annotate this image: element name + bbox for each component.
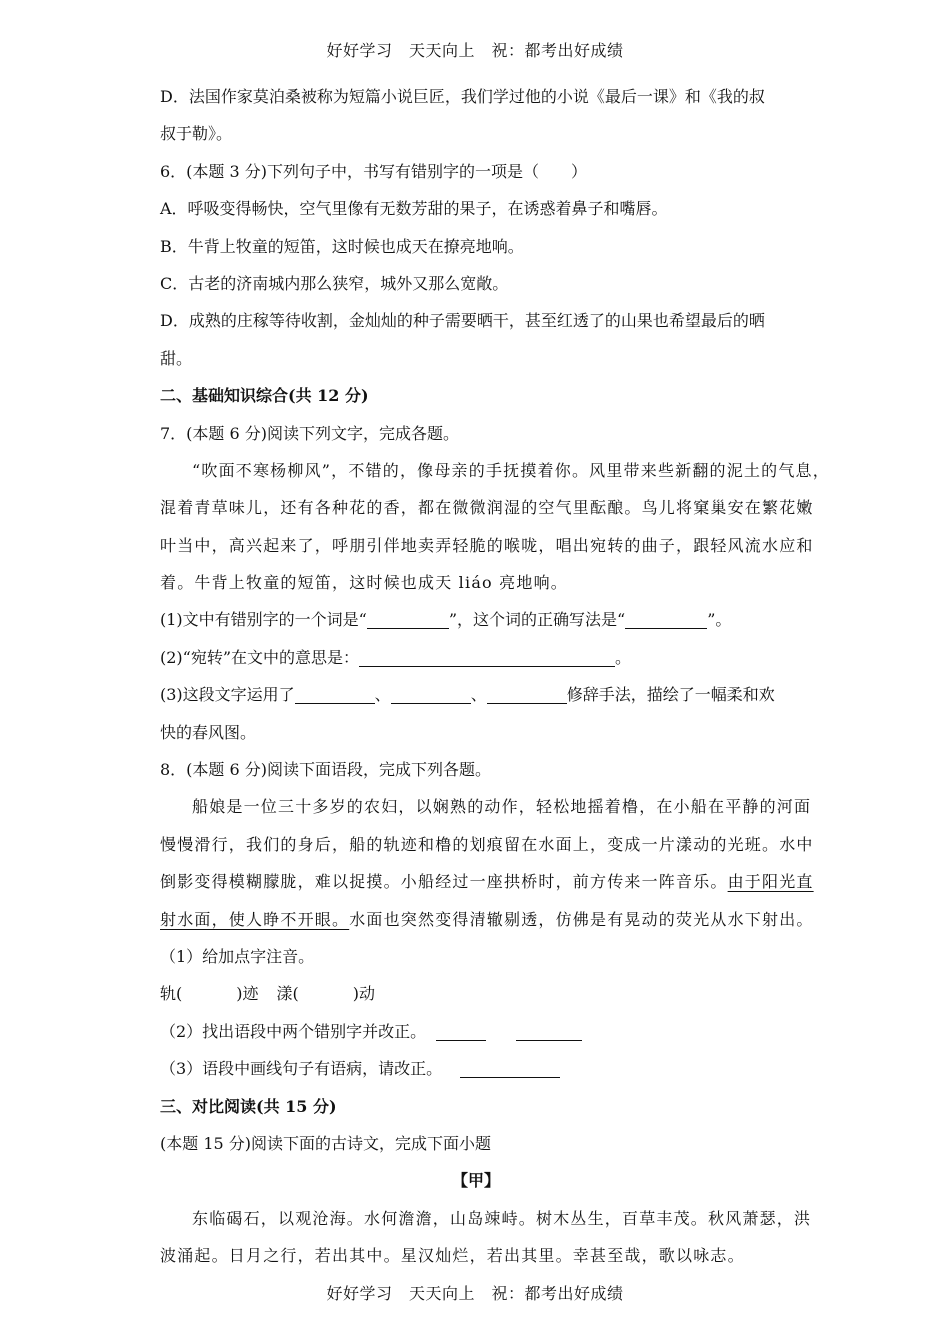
q8-sub2 (160, 1013, 792, 1050)
q8-underlined-sentence-part1: 由于阳光直 (727, 872, 814, 892)
q7-sub1-blank-wrong-word[interactable] (367, 610, 449, 629)
q7-sub1-text-c: ”。 (707, 610, 732, 630)
q7-sub3-blank-3[interactable] (487, 685, 567, 704)
q5-option-d-line1: D．法国作家莫泊桑被称为短篇小说巨匠，我们学过他的小说《最后一课》和《我的叔 (160, 87, 765, 106)
q8-sub2-blank-2[interactable] (516, 1022, 582, 1041)
q8-passage-line3-text: 倒影变得模糊朦胧，难以捉摸。小船经过一座拱桥时，前方传来一阵音乐。 (160, 872, 728, 892)
page-header: 好好学习 天天向上 祝：都考出好成绩 (326, 41, 624, 60)
q6-option-d-line1: D．成熟的庄稼等待收割，金灿灿的种子需要晒干，甚至红透了的山果也希望最后的晒 (160, 311, 765, 331)
q5-option-d-line2: 叔于勒》。 (160, 124, 233, 144)
passage-jia-line2: 波涌起。日月之行，若出其中。星汉灿烂，若出其里。幸甚至哉，歌以咏志。 (160, 1246, 745, 1266)
q6-stem: 6．(本题 3 分)下列句子中，书写有错别字的一项是（ ） (160, 161, 588, 181)
q7-sub1 (160, 601, 792, 638)
q6-option-c: C．古老的济南城内那么狭窄，城外又那么宽敞。 (160, 273, 509, 293)
q8-sub3-text: （3）语段中画线句子有语病，请改正。 (160, 1059, 443, 1079)
q8-sub2-blank-1[interactable] (436, 1022, 486, 1041)
section-3-heading: 三、对比阅读(共 15 分) (160, 1096, 337, 1116)
q8-sub3-blank[interactable] (460, 1059, 560, 1078)
q8-passage-line3 (160, 863, 814, 900)
q8-sub3 (160, 1050, 792, 1087)
q7-sub2 (160, 639, 792, 676)
q7-sub3-line2: 快的春风图。 (160, 722, 257, 742)
q8-stem: 8．(本题 6 分)阅读下面语段，完成下列各题。 (160, 760, 492, 780)
q7-passage-line2: 混着青草味儿，还有各种花的香，都在微微润湿的空气里酝酿。鸟儿将窠巢安在繁花嫩 (160, 498, 814, 518)
section-2-heading: 二、基础知识综合(共 12 分) (160, 386, 369, 406)
q8-pinyin-b-close: )动 (352, 984, 375, 1004)
q7-sub2-blank[interactable] (359, 648, 615, 667)
passage-jia-title: 【甲】 (451, 1171, 500, 1191)
page-content (160, 78, 830, 1275)
q8-passage-line4 (160, 901, 814, 938)
q7-sub1-blank-correct-word[interactable] (625, 610, 707, 629)
q7-sub3-line1 (160, 676, 792, 713)
q7-sub1-text-b: ”，这个词的正确写法是“ (448, 610, 626, 630)
q7-sub3-text-b: 修辞手法，描绘了一幅柔和欢 (566, 685, 775, 705)
q7-passage-line4: 着。牛背上牧童的短笛，这时候也成天 liáo 亮地响。 (160, 573, 568, 593)
q7-sub3-blank-1[interactable] (295, 685, 375, 704)
q8-sub1: （1）给加点字注音。 (160, 946, 315, 966)
q8-passage-line1: 船娘是一位三十多岁的农妇，以娴熟的动作，轻松地摇着橹，在小船在平静的河面 (192, 797, 812, 817)
q7-passage-line1: “吹面不寒杨柳风”，不错的，像母亲的手抚摸着你。风里带来些新翻的泥土的气息， (192, 460, 830, 480)
q7-stem: 7．(本题 6 分)阅读下列文字，完成各题。 (160, 423, 460, 443)
q8-pinyin-a-close: )迹 (236, 984, 259, 1004)
q7-sub3-sep-1: 、 (374, 685, 391, 705)
q8-passage-line4-text: 水面也突然变得清辙剔透，仿佛是有晃动的荧光从水下射出。 (349, 909, 814, 929)
q8-sub1-pinyin (160, 975, 792, 1012)
q7-sub3-blank-2[interactable] (391, 685, 471, 704)
q8-sub2-text: （2）找出语段中两个错别字并改正。 (160, 1021, 427, 1041)
q7-passage-line3: 叶当中，高兴起来了，呼朋引伴地卖弄轻脆的喉咙，唱出宛转的曲子，跟轻风流水应和 (160, 535, 814, 555)
q7-sub2-text-a: (2)“宛转”在文中的意思是： (160, 647, 360, 667)
q6-option-d-line2: 甜。 (160, 348, 193, 368)
q7-sub3-text-a: (3)这段文字运用了 (160, 685, 295, 705)
q6-option-b: B．牛背上牧童的短笛，这时候也成天在撩亮地响。 (160, 236, 524, 256)
q8-underlined-sentence-part2: 射水面，使人睁不开眼。 (160, 909, 350, 929)
page-footer: 好好学习 天天向上 祝：都考出好成绩 (326, 1284, 624, 1303)
q8-pinyin-b-open: 漾( (276, 984, 299, 1004)
q7-sub3-sep-2: 、 (470, 685, 487, 705)
q7-sub1-text-a: (1)文中有错别字的一个词是“ (160, 610, 367, 630)
q7-sub2-text-b: 。 (615, 647, 632, 667)
q9-stem: (本题 15 分)阅读下面的古诗文，完成下面小题 (160, 1133, 492, 1153)
q8-passage-line2: 慢慢滑行，我们的身后，船的轨迹和橹的划痕留在水面上，变成一片漾动的光班。水中 (160, 834, 814, 854)
passage-jia-line1: 东临碣石，以观沧海。水何澹澹，山岛竦峙。树木丛生，百草丰茂。秋风萧瑟，洪 (192, 1208, 812, 1228)
q6-option-a: A．呼吸变得畅快，空气里像有无数芳甜的果子，在诱惑着鼻子和嘴唇。 (160, 199, 668, 219)
q8-pinyin-a-open: 轨( (160, 984, 183, 1004)
